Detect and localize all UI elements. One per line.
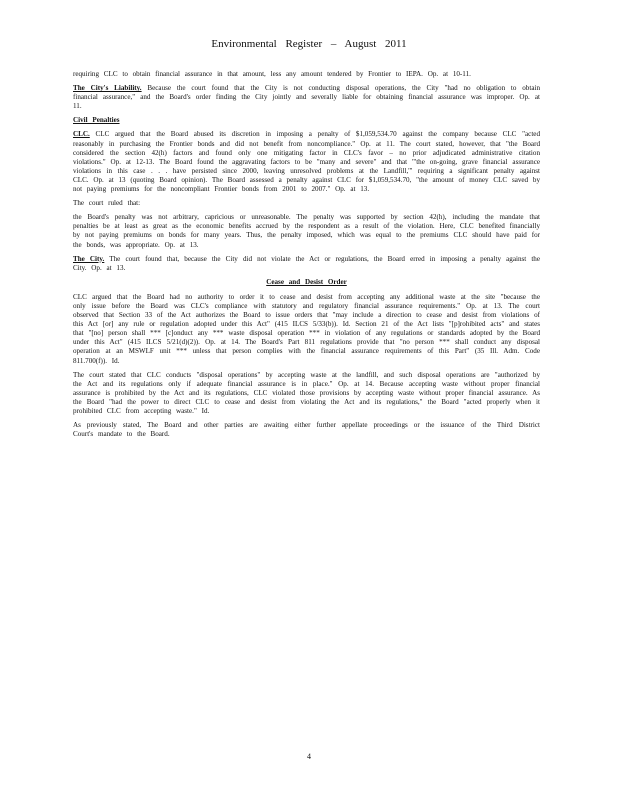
run-in-heading: CLC.	[73, 130, 90, 139]
paragraph-text: CLC argued that the Board abused its discretion in imposing a penalty of $1,059,534.70 against the company because CLC "acted reasonably in purchasing the Frontier bonds and did not benefit from noncompliance." Op. at 11. The court stated, however, that "the Board considered the section 42(h) factors and found only one mitigating factor in CLC's favor – no prior adjudicated administrative citation violations." Op. at 12-13. The Board found the aggravating factors to be "many and severe" and that "'the on-going, grave financial assurance violations in this case . . . have persisted since 2000, leaving unresolved problems at the Landfill,'" requiring a significant penalty against CLC. Op. at 13 (quoting Board opinion). The Board assessed a penalty against CLC for $1,059,534.70, "the amount of money CLC saved by not paying premiums for the noncompliant Frontier bonds from 2001 to 2007." Op. at 13.	[73, 130, 540, 194]
page-header: Environmental Register – August 2011	[211, 38, 407, 50]
block-quote: the Board's penalty was not arbitrary, capricious or unreasonable. The penalty was supported by section 42(h), including the mandate that penalties be at least as great as the economic benefits accrued by the respondent as a result of the violation. Here, CLC benefited financially by not paying premiums on bonds for many years. Thus, the penalty imposed, which was equal to the premiums CLC should have paid for the bonds, was appropriate. Op. at 13.	[73, 213, 540, 249]
run-in-heading: The City.	[73, 254, 105, 263]
paragraph: The court ruled that:	[73, 199, 141, 208]
paragraph: As previously stated, The Board and other parties are awaiting either further appellate proceedings or the issuance of the Third District Court's mandate to the Board.	[73, 421, 540, 439]
paragraph-text: The court found that, because the City did not violate the Act or regulations, the Board erred in imposing a penalty against the City. Op. at 13.	[73, 254, 541, 272]
article-body	[73, 70, 540, 444]
paragraph: requiring CLC to obtain financial assurance in that amount, less any amount tendered by Frontier to IEPA. Op. at 10-11.	[73, 70, 471, 78]
run-in-heading: The City's Liability.	[73, 84, 142, 93]
paragraph	[73, 255, 540, 273]
paragraph	[73, 130, 540, 194]
paragraph: The court stated that CLC conducts "disposal operations" by accepting waste at the landfill, and such disposal operations are "authorized by the Act and its regulations only if adequate financial assurance is in place." Op. at 14. Because accepting waste without proper financial assurance is prohibited by the Act and its regulations, CLC violated those provisions by accepting waste without proper financial assurance. As the Board "had the power to direct CLC to cease and desist from violating the Act and its regulations," the Board "acted properly when it prohibited CLC from accepting waste." Id.	[73, 370, 540, 415]
page-number: 4	[307, 752, 311, 761]
paragraph-text: Because the court found that the City is not conducting disposal operations, the City "had no obligation to obtain financial assurance," and the Board's order finding the City jointly and severally liable for obtaining financial assurance was improper. Op. at 11.	[73, 84, 540, 111]
section-heading: Cease and Desist Order	[266, 277, 347, 286]
section-heading: Civil Penalties	[73, 116, 120, 125]
paragraph: CLC argued that the Board had no authority to order it to cease and desist from accepting any additional waste at the site "because the only issue before the Board was CLC's compliance with statutory and regulatory financial assurance requirements." Op. at 13. The court observed that Section 33 of the Act authorizes the Board to issue orders that "may include a direction to cease and desist from violations of this Act [or] any rule or regulation adopted under this Act" (415 ILCS 5/33(b)). Id. Section 21 of the Act lists "[p]rohibited acts" and states that "[no] person shall *** [c]onduct any *** waste disposal operation *** in violation of any regulations or standards adopted by the Board under this Act" (415 ILCS 5/21(d)(2)). Op. at 14. The Board's Part 811 regulations provide that "no person *** shall conduct any disposal operation at an MSWLF unit *** unless that person complies with the financial assurance requirements of this Part" (35 Ill. Adm. Code 811.700(f)). Id.	[73, 292, 540, 365]
paragraph	[73, 84, 540, 111]
